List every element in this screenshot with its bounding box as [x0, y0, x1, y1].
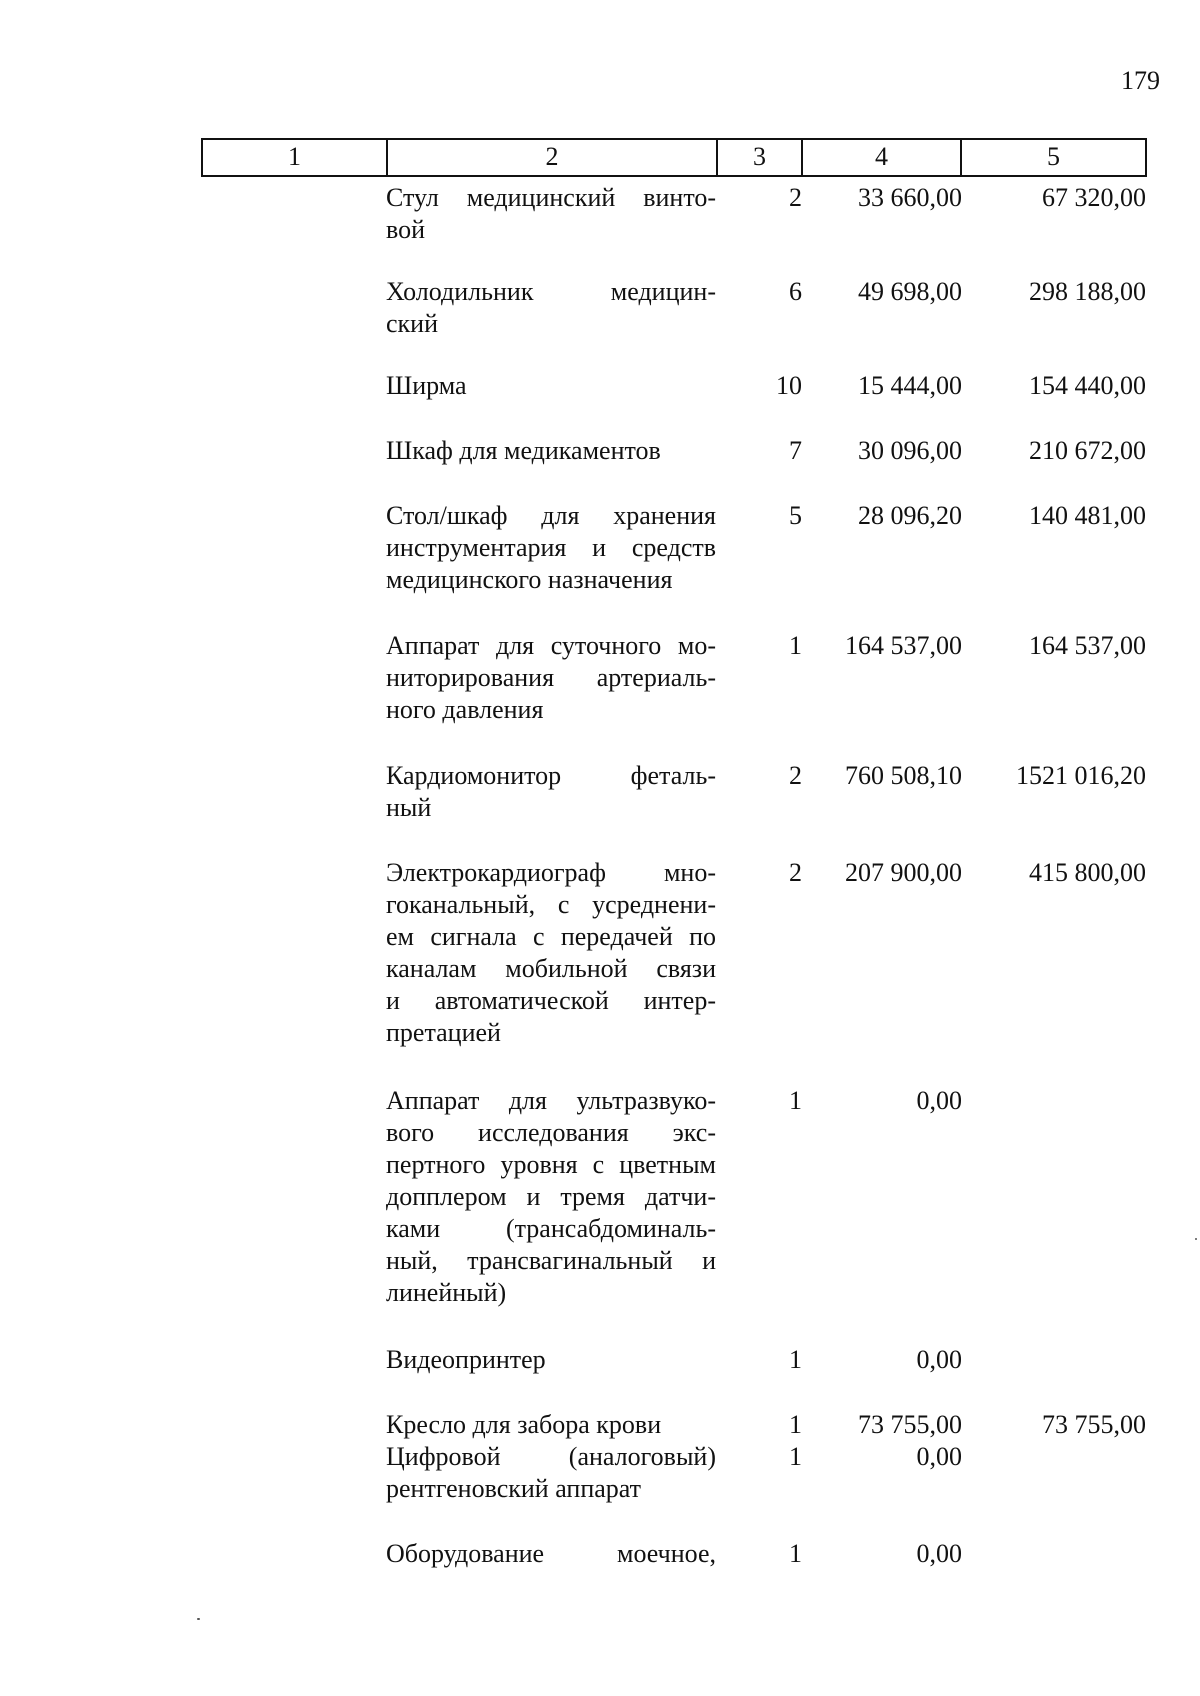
item-name-line: медицинского назначения	[386, 565, 673, 594]
item-price: 30 096,00	[858, 436, 962, 465]
item-name-line: Холодильник медицин-	[386, 277, 716, 306]
item-qty: 1	[789, 1410, 802, 1439]
item-price: 49 698,00	[858, 277, 962, 306]
item-name-line: вой	[386, 215, 426, 244]
item-name	[386, 857, 716, 1049]
item-total: 210 672,00	[1029, 436, 1146, 465]
item-qty: 2	[789, 858, 802, 887]
item-total: 140 481,00	[1029, 501, 1146, 530]
item-price: 760 508,10	[845, 761, 962, 790]
item-price: 0,00	[916, 1086, 962, 1115]
item-price: 164 537,00	[845, 631, 962, 660]
item-name	[386, 370, 716, 402]
item-name-line: ного давления	[386, 695, 544, 724]
item-name-line: ем сигнала с передачей по	[386, 922, 716, 951]
item-name	[386, 435, 716, 467]
item-price: 0,00	[916, 1539, 962, 1568]
item-qty: 7	[789, 436, 802, 465]
item-name-line: рентгеновский аппарат	[386, 1474, 642, 1503]
item-name	[386, 1538, 716, 1570]
item-name-line: Стул медицинский винто-	[386, 183, 716, 212]
item-name	[386, 630, 716, 726]
item-name-line: ниторирования артериаль-	[386, 663, 716, 692]
item-total: 1521 016,20	[1016, 761, 1146, 790]
item-price: 207 900,00	[845, 858, 962, 887]
item-qty: 1	[789, 1539, 802, 1568]
item-price: 15 444,00	[858, 371, 962, 400]
item-qty: 2	[789, 183, 802, 212]
item-name-line: ский	[386, 309, 438, 338]
item-name	[386, 1441, 716, 1505]
item-name-line: пертного уровня с цветным	[386, 1150, 716, 1179]
item-name-line: Цифровой (аналоговый)	[386, 1442, 716, 1471]
item-price: 0,00	[916, 1442, 962, 1471]
item-name	[386, 182, 716, 246]
scan-speck	[1195, 1238, 1197, 1240]
item-qty: 10	[776, 371, 802, 400]
item-name-line: Кресло для забора крови	[386, 1410, 662, 1439]
item-qty: 5	[789, 501, 802, 530]
item-name-line: ный, трансвагинальный и	[386, 1246, 716, 1275]
item-qty: 1	[789, 1442, 802, 1471]
scan-speck	[197, 1618, 200, 1620]
item-qty: 1	[789, 631, 802, 660]
item-name	[386, 1085, 716, 1309]
item-name-line: Шкаф для медикаментов	[386, 436, 661, 465]
item-name-line: допплером и тремя датчи-	[386, 1182, 716, 1211]
item-total: 154 440,00	[1029, 371, 1146, 400]
item-name	[386, 500, 716, 596]
item-name-line: Аппарат для суточного мо-	[386, 631, 716, 660]
item-name-line: Оборудование моечное,	[386, 1539, 716, 1568]
item-total: 298 188,00	[1029, 277, 1146, 306]
header-cell-3: 3	[718, 140, 803, 175]
item-name-line: Стол/шкаф для хранения	[386, 501, 716, 530]
item-name-line: инструментария и средств	[386, 533, 716, 562]
header-cell-2: 2	[388, 140, 718, 175]
item-name	[386, 276, 716, 340]
item-total: 415 800,00	[1029, 858, 1146, 887]
item-name-line: и автоматической интер-	[386, 986, 716, 1015]
item-qty: 1	[789, 1086, 802, 1115]
item-name-line: ный	[386, 793, 432, 822]
item-name-line: Ширма	[386, 371, 467, 400]
item-qty: 2	[789, 761, 802, 790]
item-total: 164 537,00	[1029, 631, 1146, 660]
item-name-line: Кардиомонитор феталь-	[386, 761, 716, 790]
item-price: 0,00	[916, 1345, 962, 1374]
item-name-line: Аппарат для ультразвуко-	[386, 1086, 716, 1115]
item-name	[386, 1344, 716, 1376]
header-cell-4: 4	[803, 140, 962, 175]
item-name-line: линейный)	[386, 1278, 507, 1307]
item-name	[386, 760, 716, 824]
item-price: 28 096,20	[858, 501, 962, 530]
item-name-line: гоканальный, с усреднени-	[386, 890, 716, 919]
item-price: 33 660,00	[858, 183, 962, 212]
item-name-line: претацией	[386, 1018, 501, 1047]
item-name-line: ками (трансабдоминаль-	[386, 1214, 716, 1243]
item-name	[386, 1409, 716, 1441]
item-name-line: каналам мобильной связи	[386, 954, 716, 983]
item-qty: 6	[789, 277, 802, 306]
page-number: 179	[1121, 66, 1160, 95]
item-qty: 1	[789, 1345, 802, 1374]
item-name-line: Электрокардиограф мно-	[386, 858, 716, 887]
item-price: 73 755,00	[858, 1410, 962, 1439]
item-total: 67 320,00	[1042, 183, 1146, 212]
item-name-line: Видеопринтер	[386, 1345, 546, 1374]
item-name-line: вого исследования экс-	[386, 1118, 716, 1147]
item-total: 73 755,00	[1042, 1410, 1146, 1439]
header-cell-1: 1	[203, 140, 388, 175]
header-cell-5: 5	[1047, 142, 1060, 171]
